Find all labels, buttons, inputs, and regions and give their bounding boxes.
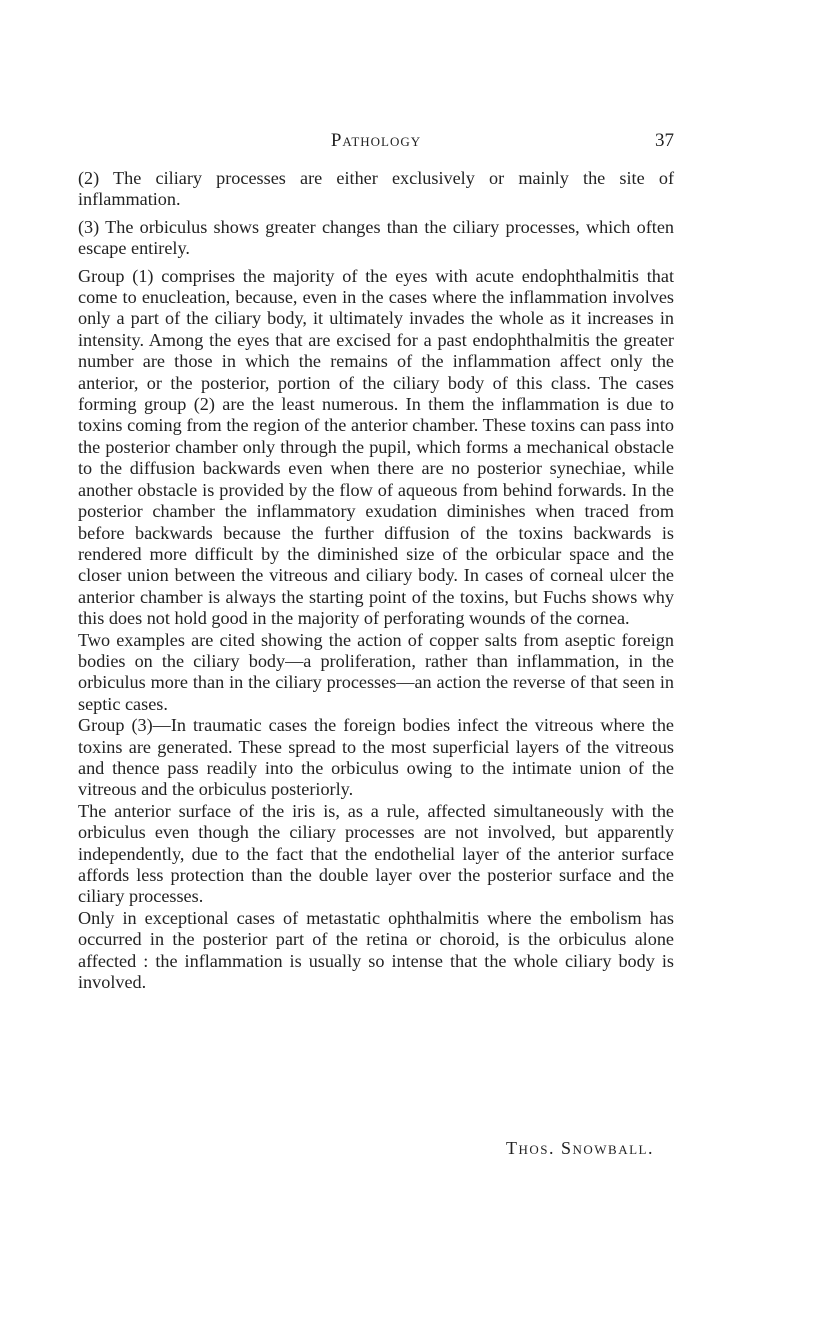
- page-number: 37: [655, 130, 674, 151]
- running-head: [78, 130, 674, 154]
- article-body: [78, 168, 674, 993]
- paragraph: Group (1) comprises the majority of the eyes with acute endophthalmitis that come to enucleation, because, even in the cases where the inflammation involves only a part of the ciliary body, it ultimately invades the whole as it increases in intensity. Among the eyes that are excised for a past endophthalmitis the greater number are those in which the remains of the inflammation affect only the anterior, or the posterior, portion of the ciliary body of this class. The cases forming group (2) are the least numerous. In them the inflammation is due to toxins coming from the region of the anterior chamber. These toxins can pass into the posterior chamber only through the pupil, which forms a mechanical obstacle to the diffusion backwards even when there are no posterior synechiae, while another obstacle is provided by the flow of aqueous from behind forwards. In the posterior chamber the inflammatory exudation diminishes when traced from before backwards because the further diffusion of the toxins backwards is rendered more difficult by the diminished size of the orbicular space and the closer union between the vitreous and ciliary body. In cases of corneal ulcer the anterior chamber is always the starting point of the toxins, but Fuchs shows why this does not hold good in the majority of perforating wounds of the cornea.: [78, 265, 674, 629]
- paragraph: Group (3)—In traumatic cases the foreign bodies infect the vitreous where the toxins are generated. These spread to the most superficial layers of the vitreous and thence pass readily into the orbiculus owing to the intimate union of the vitreous and the orbiculus posteriorly.: [78, 715, 674, 800]
- paragraph: Two examples are cited showing the action of copper salts from aseptic foreign bodies on the ciliary body—a proliferation, rather than inflammation, in the orbiculus more than in the ciliary processes—an action the reverse of that seen in septic cases.: [78, 629, 674, 714]
- running-title: Pathology: [330, 130, 422, 151]
- paragraph: (3) The orbiculus shows greater changes than the ciliary processes, which often escape entirely.: [78, 216, 674, 259]
- paragraph: Only in exceptional cases of metastatic ophthalmitis where the embolism has occurred in the posterior part of the retina or choroid, is the orbiculus alone affected : the inflammation is usually so intense that the whole ciliary body is involved.: [78, 907, 674, 993]
- author-signature: Thos. Snowball.: [506, 1138, 654, 1158]
- paragraph: (2) The ciliary processes are either exclusively or mainly the site of inflammation.: [78, 168, 674, 210]
- paragraph: The anterior surface of the iris is, as a rule, affected simultaneously with the orbiculus even though the ciliary processes are not involved, but apparently independently, due to the fact that the endothelial layer of the anterior surface affords less protection than the double layer over the posterior surface and the ciliary processes.: [78, 800, 674, 907]
